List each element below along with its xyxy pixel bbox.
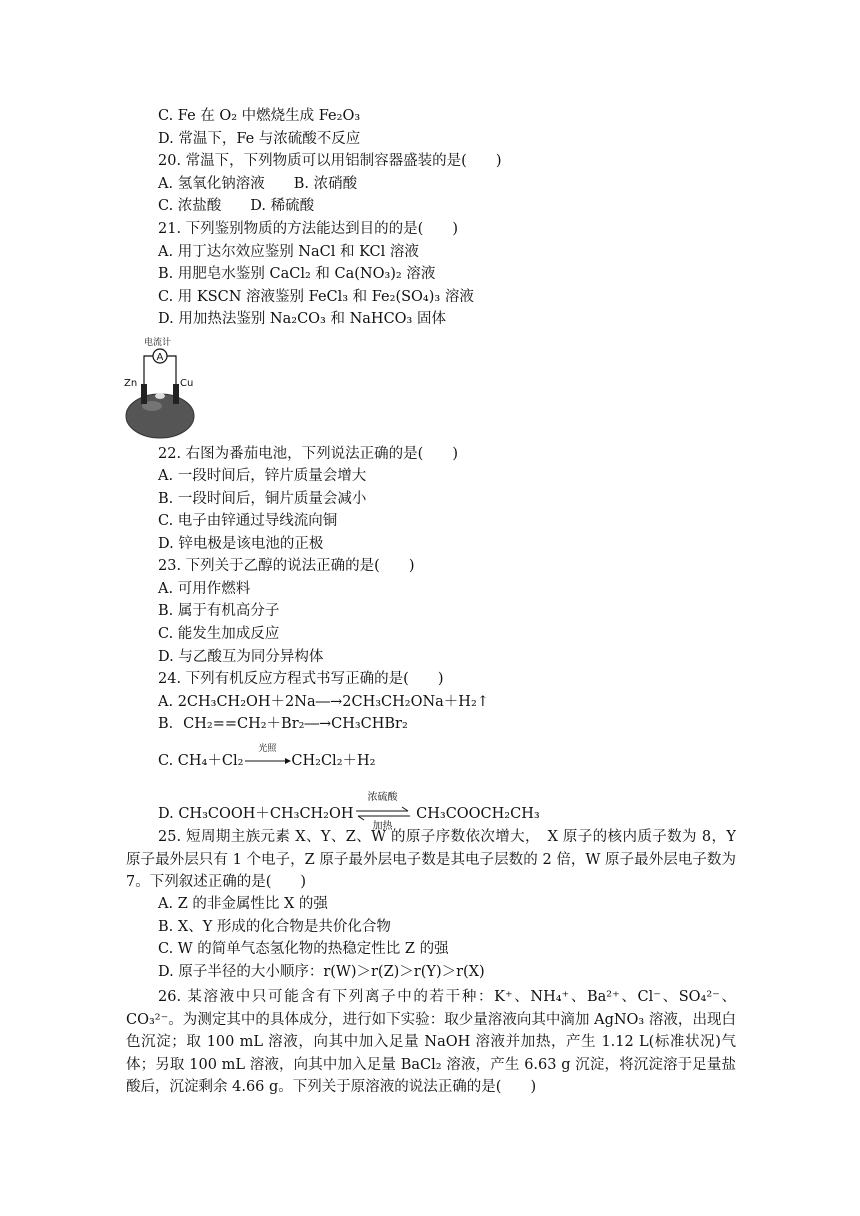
question-24-option-d xyxy=(158,792,540,832)
question-20-options-cd: C. 浓盐酸 D. 稀硫酸 xyxy=(158,198,315,214)
question-22-option-b: B. 一段时间后，铜片质量会减小 xyxy=(158,491,367,507)
cu-label: Cu xyxy=(180,378,194,389)
equation-c-right: CH₂Cl₂＋H₂ xyxy=(291,753,376,769)
wire xyxy=(144,356,153,388)
light-arrow xyxy=(243,744,291,768)
question-24-option-b: B．CH₂==CH₂＋Br₂―→CH₃CHBr₂ xyxy=(158,716,408,732)
question-25-option-d: D. 原子半径的大小顺序：r(W)＞r(Z)＞r(Y)＞r(X) xyxy=(158,964,485,980)
question-24-option-c xyxy=(158,744,376,770)
reversible-arrow xyxy=(354,792,412,832)
catalyst-condition: 浓硫酸 xyxy=(367,792,398,803)
question-25: 25. 短周期主族元素 X、Y、Z、W 的原子序数依次增大， X 原子的核内质子数为 8，Y 原子最外层只有 1 个电子，Z 原子最外层电子数是其电子层数的 2 倍，W 原子最外层电子数为 7。下列叙述正确的是( ) xyxy=(126,829,736,890)
question-23: 23. 下列关于乙醇的说法正确的是( ) xyxy=(158,558,415,574)
ammeter-symbol: A xyxy=(156,352,164,363)
question-23-option-b: B. 属于有机高分子 xyxy=(158,603,280,619)
question-22: 22. 右图为番茄电池，下列说法正确的是( ) xyxy=(158,446,458,462)
equation-d-right: CH₃COOCH₂CH₃ xyxy=(416,806,540,822)
question-22-option-a: A. 一段时间后，锌片质量会增大 xyxy=(158,468,367,484)
question-24-option-a: A. 2CH₃CH₂OH＋2Na―→2CH₃CH₂ONa＋H₂↑ xyxy=(158,694,489,710)
question-21: 21. 下列鉴别物质的方法能达到目的的是( ) xyxy=(158,221,458,237)
wire xyxy=(167,356,176,388)
question-25-option-a: A. Z 的非金属性比 X 的强 xyxy=(158,896,328,912)
tomato-battery-figure xyxy=(118,336,218,440)
question-21-option-d: D. 用加热法鉴别 Na₂CO₃ 和 NaHCO₃ 固体 xyxy=(158,311,446,327)
tomato xyxy=(126,394,194,438)
option-d-fe-acid: D. 常温下，Fe 与浓硫酸不反应 xyxy=(158,131,361,147)
question-21-option-c: C. 用 KSCN 溶液鉴别 FeCl₃ 和 Fe₂(SO₄)₃ 溶液 xyxy=(158,289,474,305)
question-22-option-d: D. 锌电极是该电池的正极 xyxy=(158,536,324,552)
cu-electrode xyxy=(173,384,179,404)
question-24: 24. 下列有机反应方程式书写正确的是( ) xyxy=(158,671,444,687)
question-23-option-a: A. 可用作燃料 xyxy=(158,581,251,597)
question-21-option-b: B. 用肥皂水鉴别 CaCl₂ 和 Ca(NO₃)₂ 溶液 xyxy=(158,266,436,282)
heat-condition: 加热 xyxy=(372,821,393,832)
zn-electrode xyxy=(141,384,147,404)
option-c-fe-burning: C. Fe 在 O₂ 中燃烧生成 Fe₂O₃ xyxy=(158,108,361,124)
question-21-option-a: A. 用丁达尔效应鉴别 NaCl 和 KCl 溶液 xyxy=(158,244,419,260)
equation-d-left: D. CH₃COOH＋CH₃CH₂OH xyxy=(158,806,354,822)
question-23-option-c: C. 能发生加成反应 xyxy=(158,626,280,642)
question-26: 26. 某溶液中只可能含有下列离子中的若干种：K⁺、NH₄⁺、Ba²⁺、Cl⁻、SO₄²⁻、CO₃²⁻。为测定其中的具体成分，进行如下实验：取少量溶液向其中滴加 AgNO₃ 溶液，出现白色沉淀；取 100 mL 溶液，向其中加入足量 NaOH 溶液并加热，产生 1.12 L(标准状况)气体；另取 100 mL 溶液，向其中加入足量 BaCl₂ 溶液，产生 6.63 g 沉淀，将沉淀溶于足量盐酸后，沉淀剩余 4.66 g。下列关于原溶液的说法正确的是( ) xyxy=(126,989,736,1095)
light-condition: 光照 xyxy=(258,744,277,754)
question-23-option-d: D. 与乙酸互为同分异构体 xyxy=(158,649,324,665)
tomato-stem xyxy=(155,393,165,399)
question-22-option-c: C. 电子由锌通过导线流向铜 xyxy=(158,513,338,529)
question-20: 20. 常温下，下列物质可以用铝制容器盛装的是( ) xyxy=(158,153,502,169)
question-25-option-c: C. W 的简单气态氢化物的热稳定性比 Z 的强 xyxy=(158,941,449,957)
question-20-options-ab: A. 氢氧化钠溶液 B. 浓硝酸 xyxy=(158,176,358,192)
zn-label: Zn xyxy=(124,378,138,389)
meter-label: 电流计 xyxy=(144,338,172,348)
equation-c-left: C. CH₄＋Cl₂ xyxy=(158,753,244,769)
question-25-option-b: B. X、Y 形成的化合物是共价化合物 xyxy=(158,919,391,935)
